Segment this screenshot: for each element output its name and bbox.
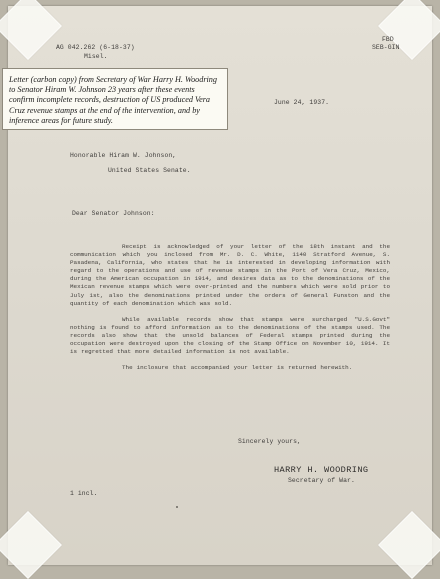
photo-corner-bottom-left (0, 511, 62, 579)
letter-paragraph-3: The inclosure that accompanied your letter is returned herewith. (122, 364, 353, 372)
reference-number: AG 042.262 (6-18-37) (56, 44, 135, 51)
signature-title: Secretary of War. (288, 477, 355, 484)
file-code-line1: FBD (382, 36, 394, 43)
caption-box (2, 68, 228, 130)
letter-paragraph-2: While available records show that stamps were surcharged "U.S.Govt" nothing is found to afford information as to the denominations of the stamps used. The records also show that the unsold balances of Federal stamps printed during the occupation were destroyed upon the closing of the Stamp Office on November 10, 1914. It is regretted that more detailed information is not available. (70, 315, 390, 356)
letter-paragraph-1: Receipt is acknowledged of your letter of the 18th instant and the communication which you inclosed from Mr. D. C. White, 1140 Stratford Avenue, S. Pasadena, California, who states that he is interested in developing information with regard to the operations and use of revenue stamps in the Port of Vera Cruz, Mexico, during the American occupation in 1914, and desires data as to the denominations of the Mexican revenue stamps which were over-printed and the numbers which were sold prior to July 1st, also the denominations printed under the orders of General Funston and the quantity of each denomination which was sold. (70, 243, 390, 307)
caption-text: Letter (carbon copy) from Secretary of War Harry H. Woodring to Senator Hiram W. Johnson 23 years after these events confirm incomplete records, destruction of US produced Vera Cruz revenue stamps at the end of the intervention, and by inference areas for future study. (9, 75, 217, 125)
closing: Sincerely yours, (238, 438, 301, 445)
paper-mark (176, 506, 178, 508)
salutation: Dear Senator Johnson: (72, 210, 155, 217)
letter-date: June 24, 1937. (274, 99, 330, 106)
file-code-line2: SEB-GIN (372, 44, 400, 51)
letter-body (70, 243, 390, 380)
addressee-office: United States Senate. (108, 167, 191, 174)
photo-corner-bottom-right (378, 511, 440, 579)
reference-misc: Misel. (84, 53, 108, 60)
addressee-name: Honorable Hiram W. Johnson, (70, 152, 177, 159)
signature-name: HARRY H. WOODRING (274, 465, 369, 475)
enclosure-note: 1 incl. (70, 490, 98, 497)
photo-corner-top-left (0, 0, 62, 60)
